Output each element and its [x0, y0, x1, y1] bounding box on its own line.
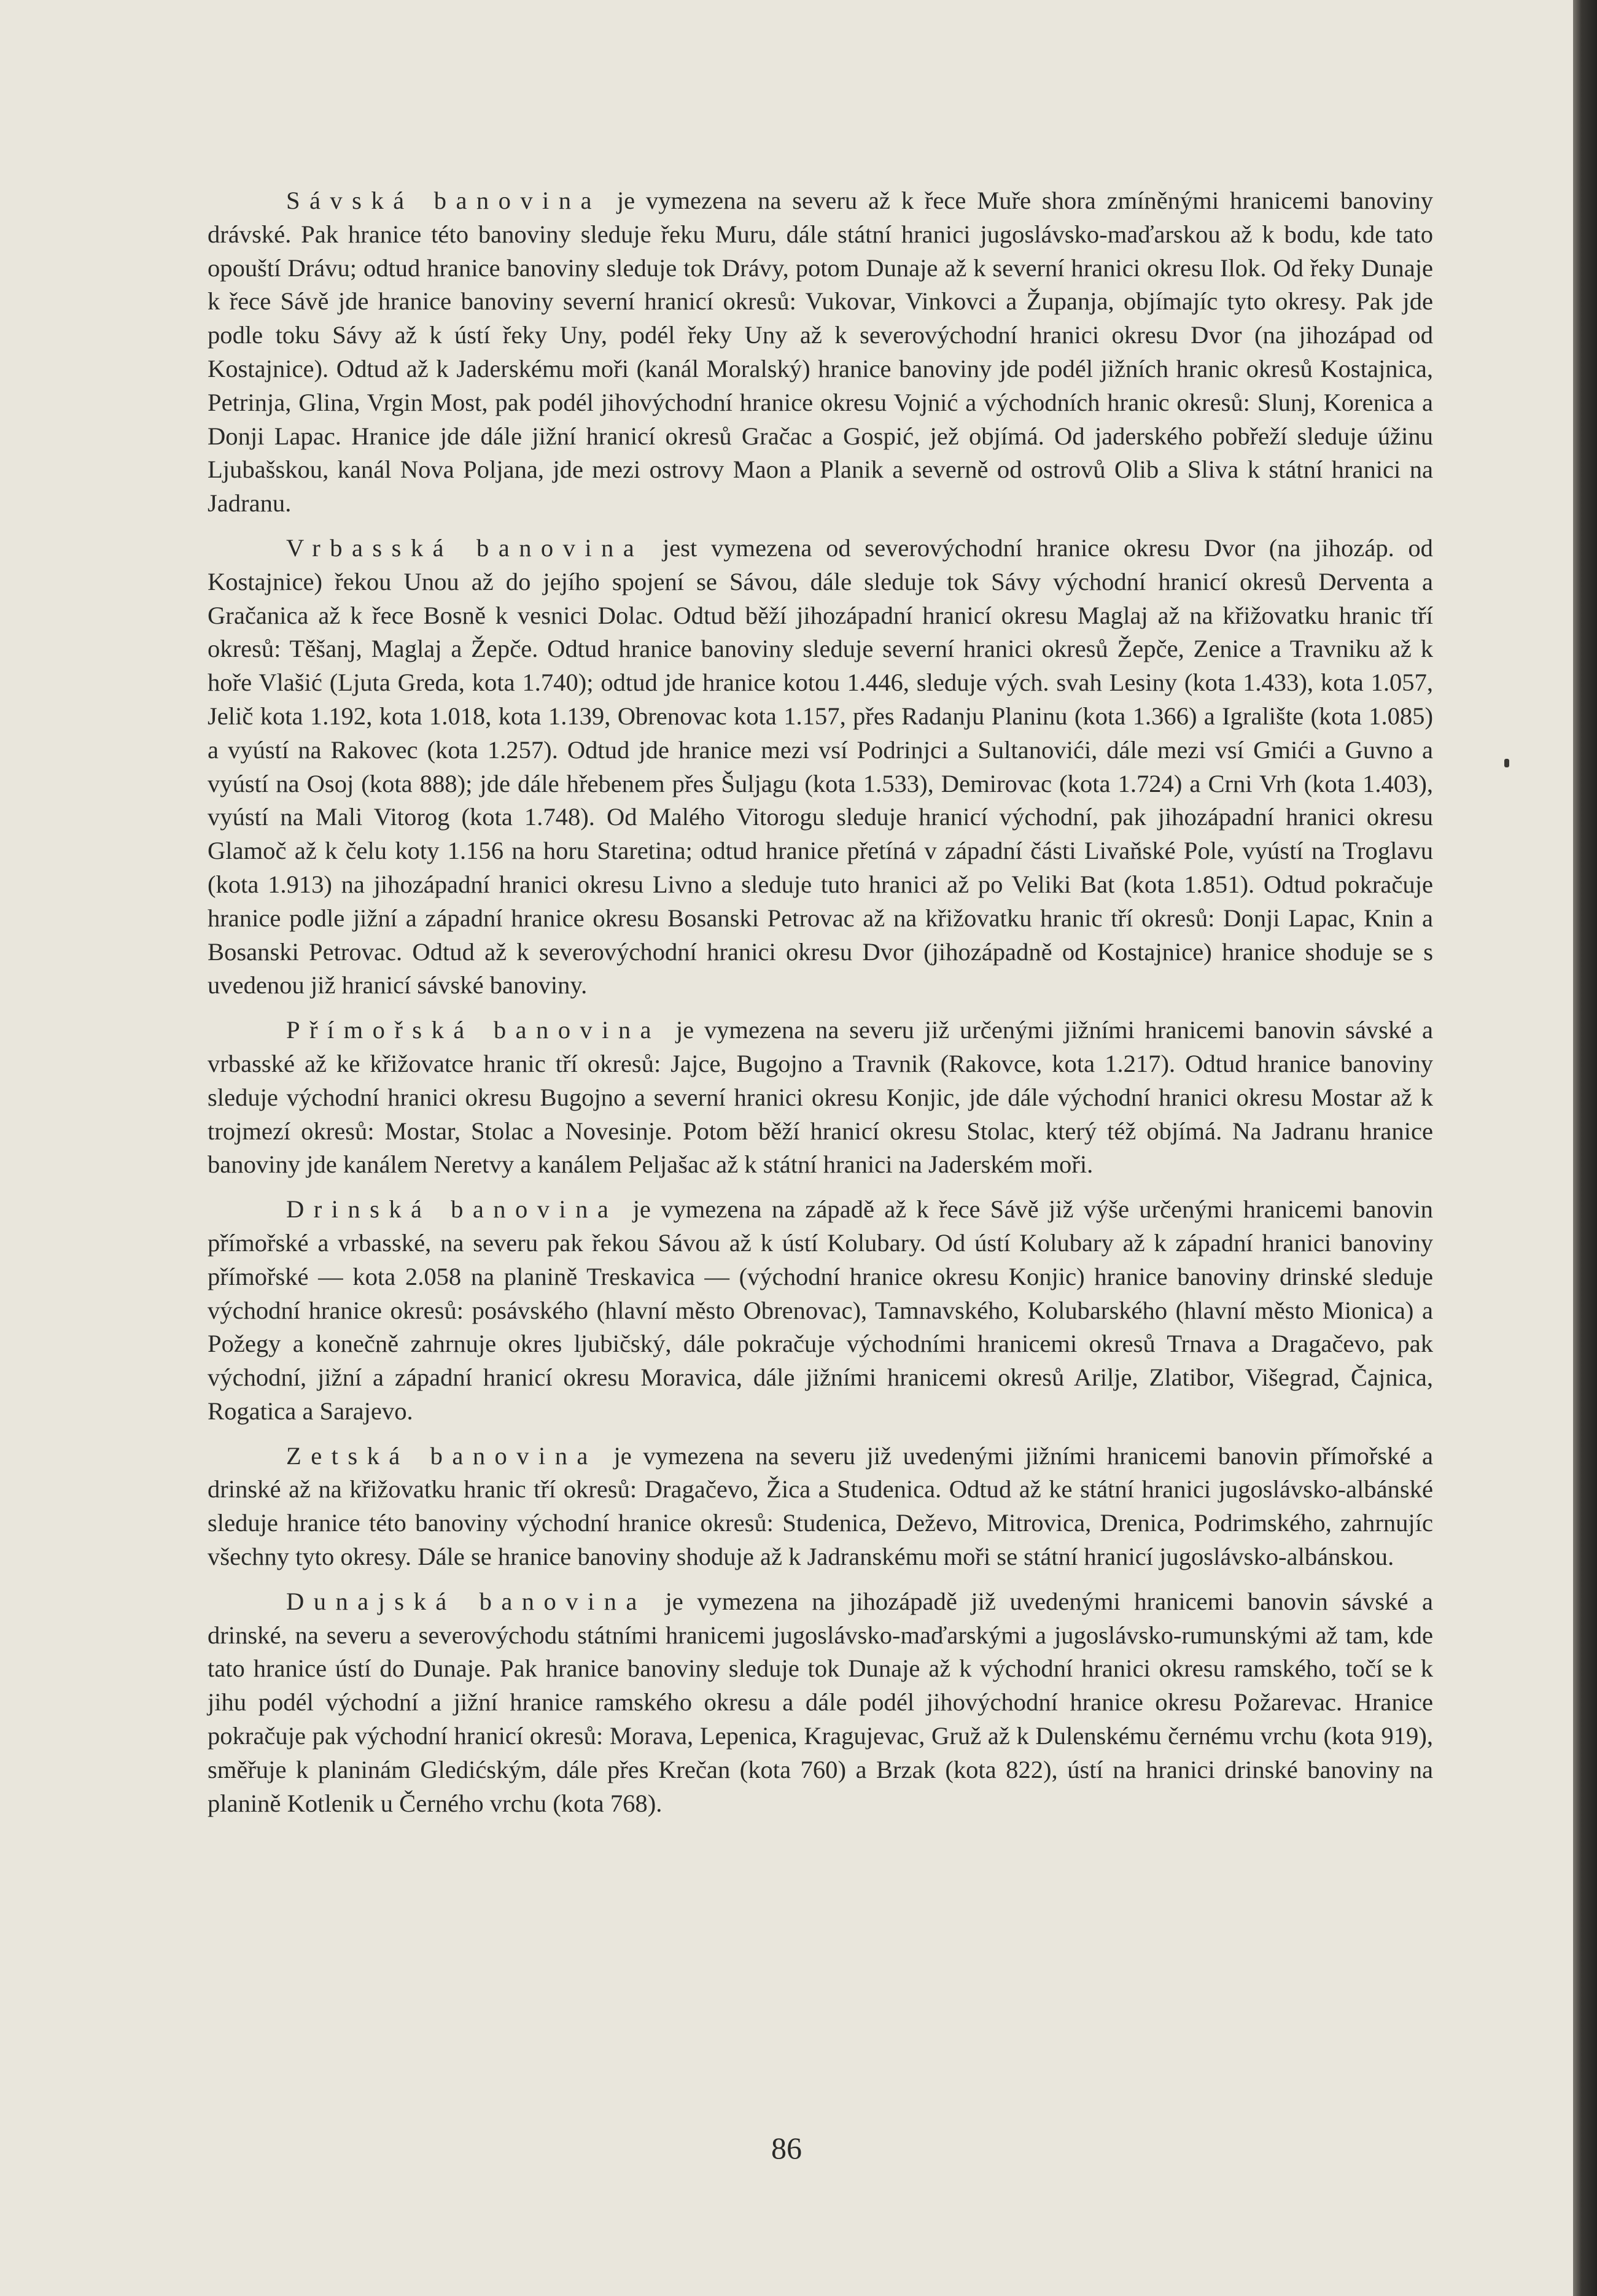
paragraph-text: je vymezena na západě až k řece Sávě již výše určenými hranicemi banovin přímořské a vrbasské, na severu pak řekou Sávou až k ústí Kolubary. Od ústí Kolubary až k západní hranici banoviny přímořské — kota 2.058 na planině Treskavica — (východní hranice okresu Konjic) hranice banoviny drinské sleduje východní hranice okresů: posávského (hlavní město Obrenovac), Tamnavského, Kolubarského (hlavní město Mionica) a Požegy a konečně zahrnuje okres ljubičský, dále pokračuje východními hranicemi okresů Trnava a Dragačevo, pak východní, jižní a západní hranicí okresu Moravica, dále jižními hranicemi okresů Arilje, Zlatibor, Višegrad, Čajnica, Rogatica a Sarajevo. — [208, 1195, 1433, 1425]
paragraph-drinska — [208, 1193, 1433, 1429]
paragraph-lead: Drinská banovina — [286, 1195, 618, 1224]
paragraph-lead: Sávská banovina — [286, 187, 601, 214]
paragraph-savska — [208, 184, 1433, 521]
paragraph-lead: Přímořská banovina — [286, 1016, 661, 1044]
paragraph-primorska — [208, 1014, 1433, 1182]
paragraph-text: jest vymezena od severovýchodní hranice okresu Dvor (na jihozáp. od Kostajnice) řekou Unou až do jejího spojení se Sávou, dále sleduje tok Sávy východní hranicí okresů Derventa a Gračanica až k řece Bosně k vesnici Dolac. Odtud běží jihozápadní hranicí okresu Maglaj až na křižovatku hranic tří okresů: Těšanj, Maglaj a Žepče. Odtud hranice banoviny sleduje severní hranici okresů Žepče, Zenice a Travniku až k hoře Vlašić (Ljuta Greda, kota 1.740); odtud jde hranice kotou 1.446, sleduje vých. svah Lesiny (kota 1.433), kota 1.057, Jelič kota 1.192, kota 1.018, kota 1.139, Obrenovac kota 1.157, přes Radanju Planinu (kota 1.366) a Igralište (kota 1.085) a vyústí na Rakovec (kota 1.257). Odtud jde hranice mezi vsí Podrinjci a Sultanovići, dále mezi vsí Gmići a Guvno a vyústí na Osoj (kota 888); jde dále hřebenem přes Šuljagu (kota 1.533), Demirovac (kota 1.724) a Crni Vrh (kota 1.403), vyústí na Mali Vitorog (kota 1.748). Od Malého Vitorogu sleduje hranicí východní, pak jihozápadní hranici okresu Glamoč až k čelu koty 1.156 na horu Staretina; odtud hranice přetíná v západní části Livaňské Pole, vyústí na Troglavu (kota 1.913) na jihozápadní hranici okresu Livno a sleduje tuto hranici až po Veliki Bat (kota 1.851). Odtud pokračuje hranice podle jižní a západní hranice okresu Bosanski Petrovac až na křižovatku hranic tří okresů: Donji Lapac, Knin a Bosanski Petrovac. Odtud až k severovýchodní hranici okresu Dvor (jihozápadně od Kostajnice) hranice shoduje se s uvedenou již hranicí sávské banoviny. — [208, 533, 1433, 999]
paragraph-text: je vymezena na jihozápadě již uvedenými hranicemi banovin sávské a drinské, na severu a severovýchodu státními hranicemi jugoslávsko-maďarskými a jugoslávsko-rumunskými až tam, kde tato hranice ústí do Dunaje. Pak hranice banoviny sleduje tok Dunaje až k východní hranici okresu ramského, točí se k jihu podél východní a jižní hranice ramského okresu a dále podél jihovýchodní hranice okresu Požarevac. Hranice pokračuje pak východní hranicí okresů: Morava, Lepenica, Kragujevac, Gruž až k Dulenskému černému vrchu (kota 919), směřuje k planinám Gledićským, dále přes Krečan (kota 760) a Brzak (kota 822), ústí na hranici drinské banoviny na planině Kotlenik u Černého vrchu (kota 768). — [208, 1587, 1433, 1817]
paragraph-lead: Vrbasská banovina — [286, 533, 644, 562]
book-spine-edge — [1573, 0, 1597, 2296]
paragraph-lead: Zetská banovina — [286, 1441, 597, 1470]
paragraph-lead: Dunajská banovina — [286, 1587, 647, 1615]
paragraph-text: je vymezena na severu až k řece Muře shora zmíněnými hranicemi banoviny drávské. Pak hranice této banoviny sleduje řeku Muru, dále státní hranici jugoslávsko-maďarskou až k bodu, kde tato opouští Drávu; odtud hranice banoviny sleduje tok Drávy, potom Dunaje až k severní hranici okresu Ilok. Od řeky Dunaje k řece Sávě jde hranice banoviny severní hranicí okresů: Vukovar, Vinkovci a Županja, objímajíc tyto okresy. Pak jde podle toku Sávy až k ústí řeky Uny, podél řeky Uny až k severovýchodní hranici okresu Dvor (na jihozápad od Kostajnice). Odtud až k Jaderskému moři (kanál Moralský) hranice banoviny jde podél jižních hranic okresů Kostajnica, Petrinja, Glina, Vrgin Most, pak podél jihovýchodní hranice okresu Vojnić a východních hranic okresů: Slunj, Korenica a Donji Lapac. Hranice jde dále jižní hranicí okresů Gračac a Gospić, jež objímá. Od jaderského pobřeží sleduje úžinu Ljubašskou, kanál Nova Poljana, jde mezi ostrovy Maon a Planik a severně od ostrovů Olib a Sliva k státní hranici na Jadranu. — [208, 187, 1433, 518]
paragraph-text: je vymezena na severu již určenými jižními hranicemi banovin sávské a vrbasské až ke křižovatce hranic tří okresů: Jajce, Bugojno a Travnik (Rakovce, kota 1.217). Odtud hranice banoviny sleduje východní hranici okresu Bugojno a severní hranici okresu Konjic, jde dále východní hranici okresu Mostar až k trojmezí okresů: Mostar, Stolac a Novesinje. Potom běží hranicí okresu Stolac, který též objímá. Na Jadranu hranice banoviny jde kanálem Neretvy a kanálem Peljašac až k státní hranici na Jaderském moři. — [208, 1016, 1433, 1179]
paragraph-text: je vymezena na severu již uvedenými jižními hranicemi banovin přímořské a drinské až na křižovatku hranic tří okresů: Dragačevo, Žica a Studenica. Odtud až ke státní hranici jugoslávsko-albánské sleduje hranice této banoviny východní hranice okresů: Studenica, Deževo, Mitrovica, Drenica, Podrimského, zahrnujíc všechny tyto okresy. Dále se hranice banoviny shoduje až k Jadranskému moři se státní hranicí jugoslávsko-albánskou. — [208, 1441, 1434, 1571]
paragraph-vrbasska — [208, 532, 1433, 1003]
paragraph-dunajska — [208, 1585, 1433, 1821]
page-number: 86 — [771, 2131, 802, 2165]
page-body — [208, 184, 1433, 1831]
print-speck — [1504, 759, 1509, 767]
paragraph-zetska — [208, 1440, 1433, 1574]
